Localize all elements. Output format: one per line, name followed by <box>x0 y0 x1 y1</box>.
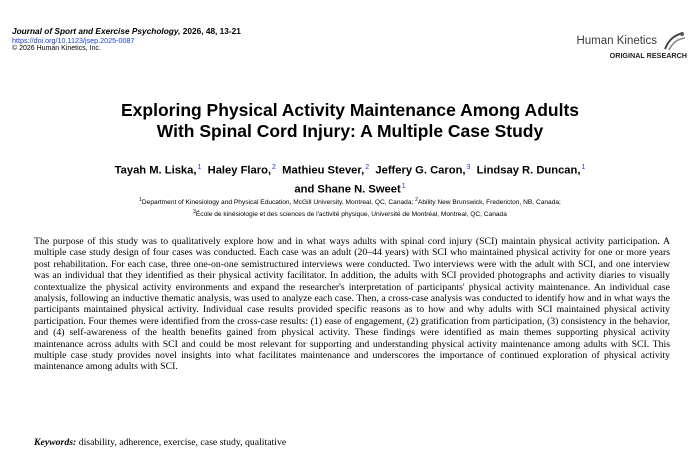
title-line: Exploring Physical Activity Maintenance Among Adults <box>121 100 579 120</box>
affiliation-text: École de kinésiologie et des sciences de l'activité physique, Université de Montréal, Montreal, QC, Canada <box>195 210 507 218</box>
affiliations <box>20 196 680 219</box>
affiliation-marker[interactable]: 2 <box>365 164 370 171</box>
human-kinetics-logo-icon <box>663 31 687 51</box>
affiliation-marker[interactable]: 1 <box>401 182 406 190</box>
affiliation-number: 1 <box>139 197 142 203</box>
journal-citation <box>12 26 241 36</box>
doi-link[interactable]: https://doi.org/10.1123/jsep.2025-0087 <box>12 36 135 45</box>
title-line: With Spinal Cord Injury: A Multiple Case Study <box>156 121 544 141</box>
publisher-brand <box>576 31 687 51</box>
affiliation-marker[interactable]: 3 <box>466 164 471 171</box>
affiliation-marker[interactable]: 1 <box>197 164 202 171</box>
author-name: Mathieu Stever, <box>282 164 365 177</box>
author-name: Haley Flaro, <box>207 164 272 177</box>
author-name: Lindsay R. Duncan, <box>476 164 581 177</box>
article-type-label: ORIGINAL RESEARCH <box>609 51 687 60</box>
publisher-name: Human Kinetics <box>576 35 657 47</box>
affiliation-line <box>20 196 680 208</box>
copyright-notice: © 2026 Human Kinetics, Inc. <box>12 45 101 52</box>
volume-info: 2026, 48, 13-21 <box>182 26 241 36</box>
author-list <box>40 160 660 197</box>
keywords-line <box>34 437 286 448</box>
keywords-label: Keywords: <box>34 437 77 448</box>
author-name: and Shane N. Sweet <box>294 183 401 196</box>
affiliation-text: Department of Kinesiology and Physical Education, McGill University, Montreal, QC, Canada; <box>141 199 416 207</box>
author-line <box>40 179 660 198</box>
affiliation-number: 3 <box>193 208 196 215</box>
affiliation-marker[interactable]: 2 <box>272 164 276 171</box>
abstract-text: The purpose of this study was to qualitatively explore how and in what ways adults with spinal cord injury (SCI) maintain physical activity participation. A multiple case study design of four cases was conducted. Each case was an adult (20–44 years) with SCI who maintained physical activity for one or more years post rehabilitation. For each case, three one-on-one semistructured interviews were conducted. Two interviews were with the adult with SCI, and one interview was an individual that they identified as their physical activity facilitator. In addition, the adults with SCI provided photographs and activity diaries to visually contextualize the physical activity environments and expand the researcher's interpretation of participants' physical activity maintenance. An individual case analysis, following an inductive thematic analysis, was used to analyze each case. Then, a cross-case analysis was conducted to identify how and in what ways the participants maintained physical activity. Individual case results provided specific reasons as to how and why adults with SCI maintained physical activity participation. Four themes were identified from the cross-case results: (1) ease of engagement, (2) gratification from participation, (3) consistency in the behavior, and (4) self-awareness of the health benefits gained from physical activity. These findings were identified as main themes supporting physical activity maintenance across adults with SCI and could be most relevant for supporting and understanding physical activity maintenance among adults with SCI. This multiple case study provides novel insights into what facilitates maintenance and underscores the importance of continued exploration of physical activity maintenance among adults with SCI. <box>34 236 670 373</box>
affiliation-text: Ability New Brunswick, Fredericton, NB, Canada; <box>417 199 561 207</box>
author-name: Tayah M. Liska, <box>114 164 197 177</box>
affiliation-marker[interactable]: 1 <box>581 164 586 171</box>
affiliation-line <box>20 208 680 220</box>
keywords-list: disability, adherence, exercise, case study, qualitative <box>78 437 287 448</box>
author-name: Jeffery G. Caron, <box>375 164 466 177</box>
journal-name: Journal of Sport and Exercise Psychology, <box>12 26 181 36</box>
affiliation-number: 2 <box>415 197 418 203</box>
author-line <box>40 160 660 179</box>
article-title <box>40 100 660 142</box>
